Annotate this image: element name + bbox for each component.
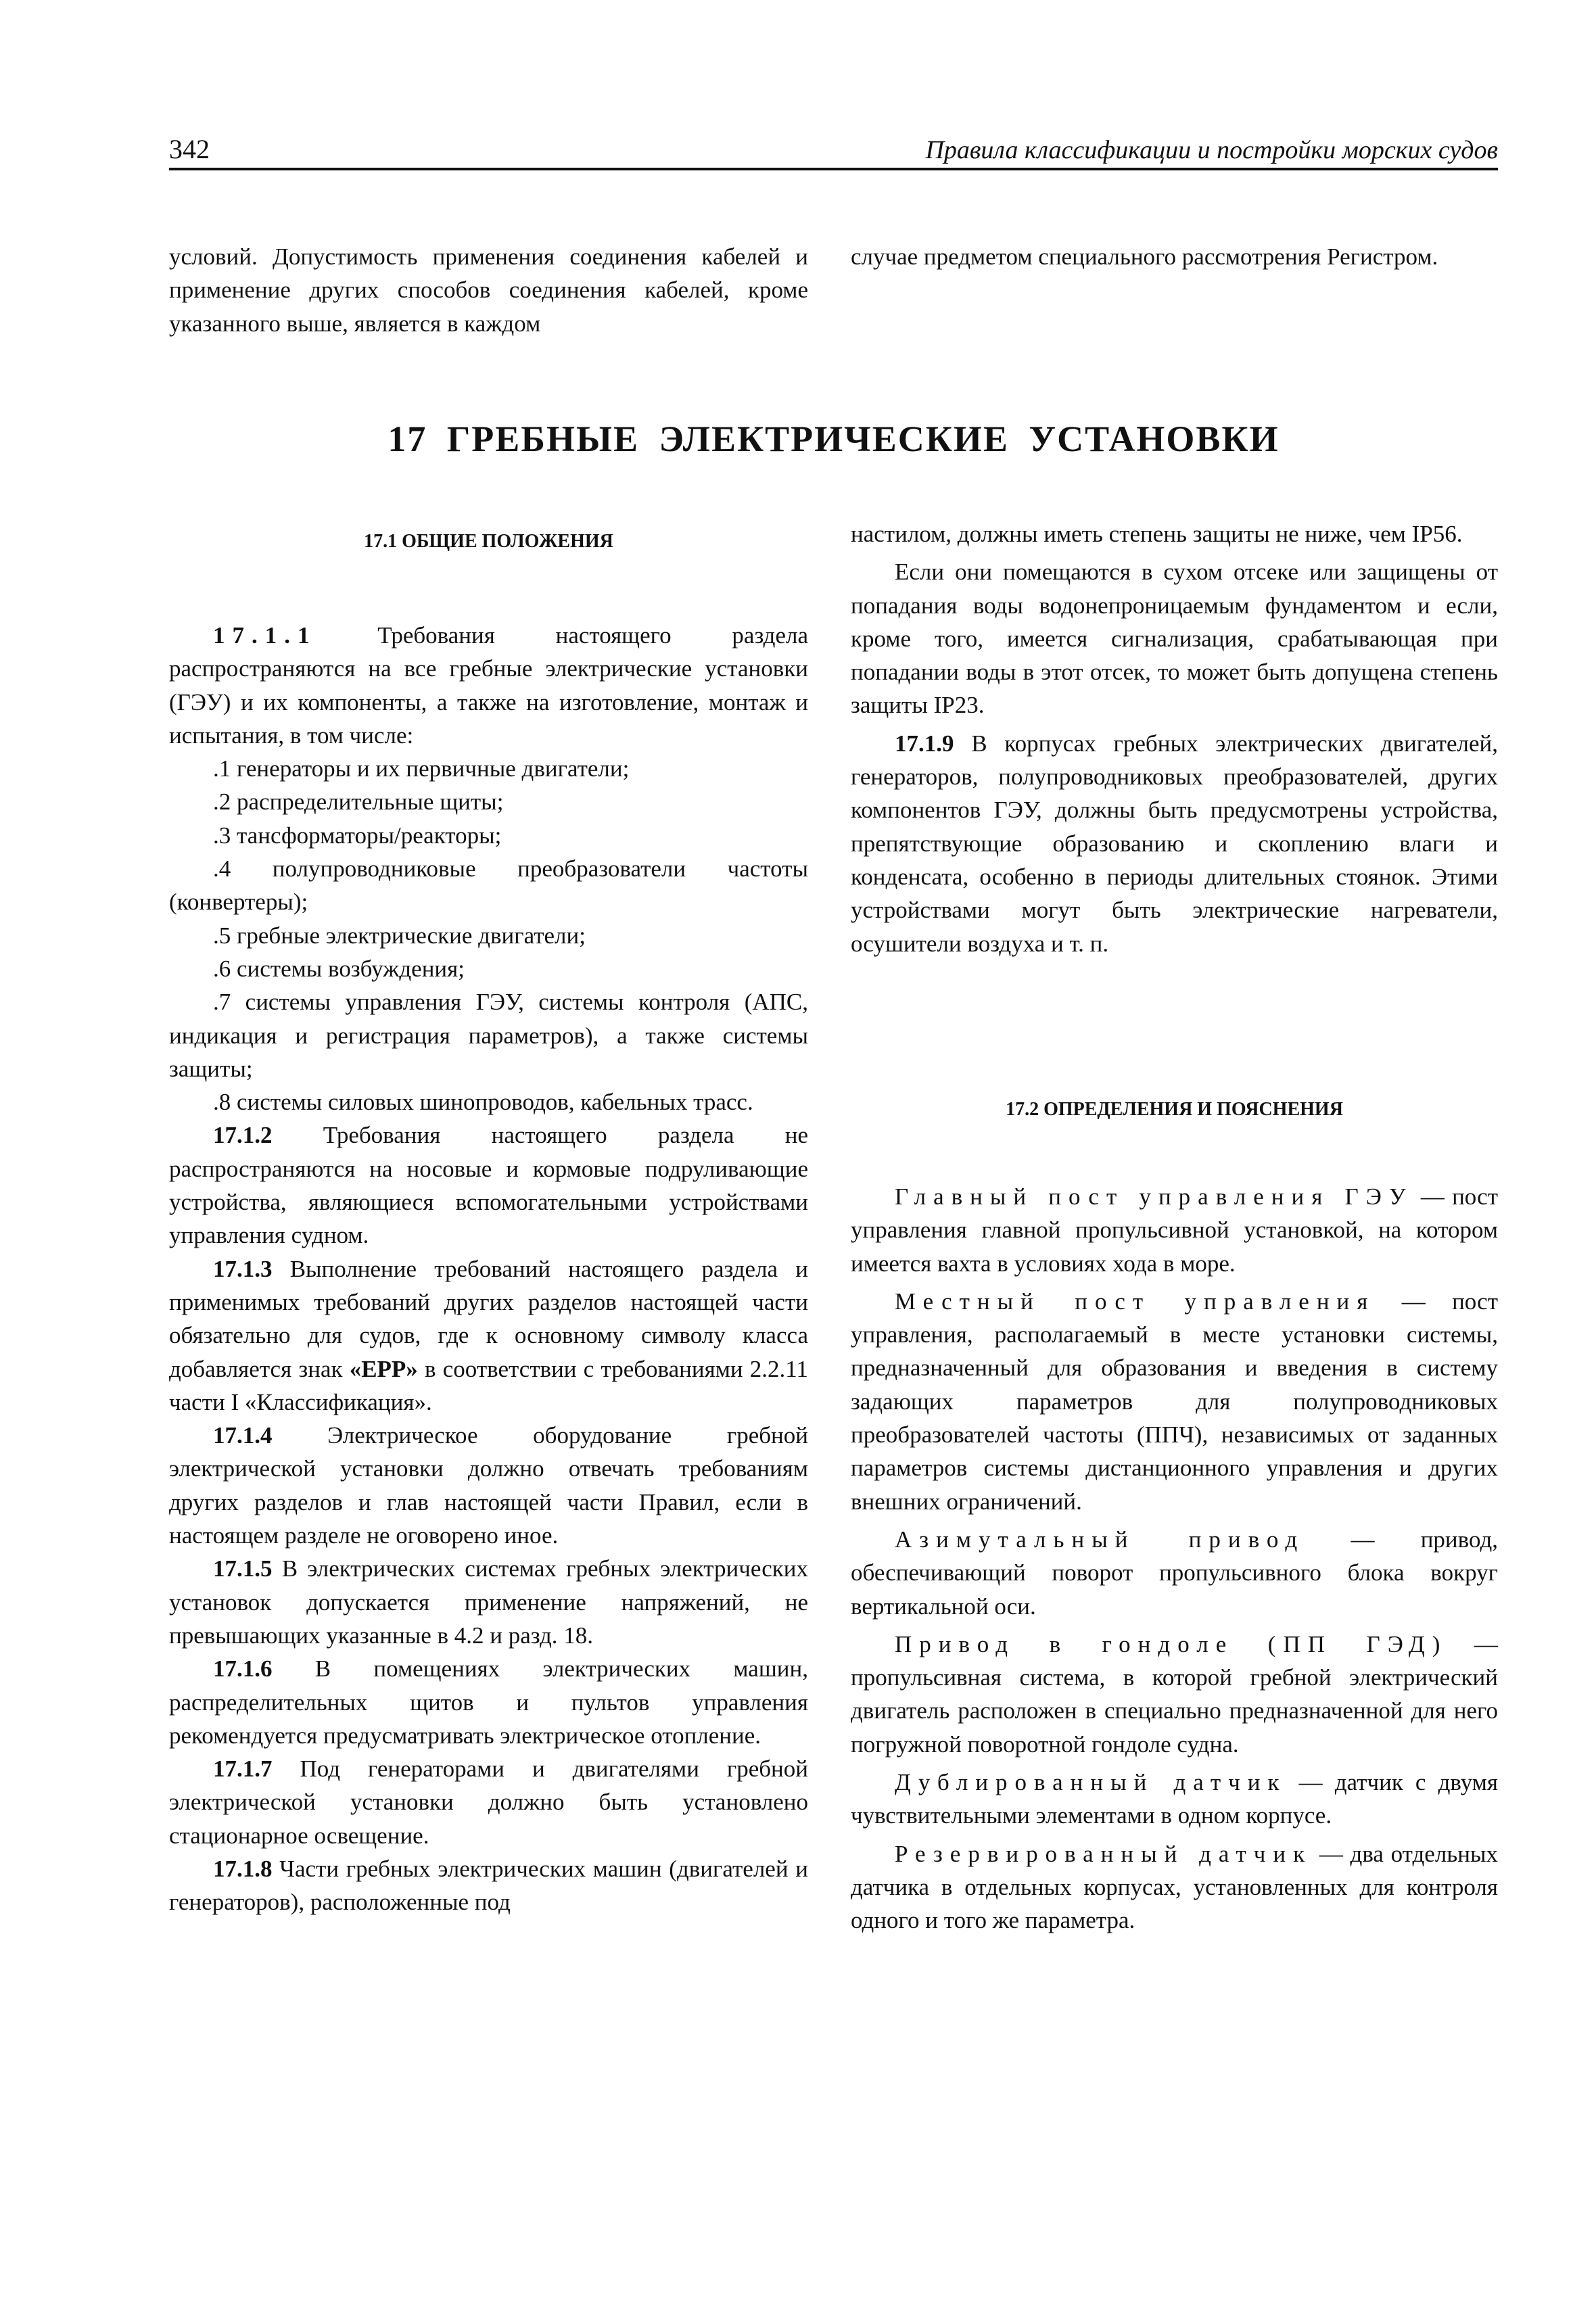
definition-text: пропульсивная система, в которой гребной электрический двигатель расположен в специально предназначенной для него погружной поворотной гондоле судна. — [851, 1664, 1498, 1758]
definition-text: пост управления, располагаемый в месте установки системы, предназначенный для образования и введения в систему задающих параметров для полупроводниковых преобразователей частоты (ППЧ), независимых от заданных параметров системы дистанционного управления и других внешних ограничений. — [851, 1288, 1498, 1515]
clause-text: Требования настоящего раздела распространяются на все гребные электрические установки (ГЭУ) и их компоненты, а также на изготовление, монтаж и испытания, в том числе: — [169, 622, 808, 749]
clause-text: Электрическое оборудование гребной электрической установки должно отвечать требованиям других разделов и глав настоящей части Правил, если в настоящем разделе не оговорено иное. — [169, 1422, 808, 1549]
list-item: .6 системы возбуждения; — [213, 955, 465, 982]
definition-dash: — — [1447, 1630, 1499, 1657]
clause-number: 17.1.2 — [213, 1122, 273, 1149]
paragraph-17-1-7 — [169, 1752, 808, 1852]
clause-number: 17.1.8 — [213, 1855, 273, 1882]
definition-item — [851, 1180, 1498, 1280]
clause-text: Требования настоящего раздела не распространяются на носовые и кормовые подруливающие устройства, являющиеся вспомогательными устройствами управления судном. — [169, 1122, 809, 1249]
definition-term: Дублированный датчик — [895, 1769, 1287, 1796]
intro-right — [851, 240, 1498, 273]
clause-number: 17.1.5 — [213, 1555, 273, 1582]
paragraph-17-1-5 — [169, 1552, 808, 1652]
clause-text: В электрических системах гребных электрических установок допускается применение напряжений, не превышающих указанные в 4.2 и разд. 18. — [169, 1555, 808, 1649]
paragraph-dry-compartment: Если они помещаются в сухом отсеке или защищены от попадания воды водонепроницаемым фундаментом и если, кроме того, имеется сигнализация, срабатывающая при попадании воды в этот отсек, то может быть допущена степень защиты IP23. — [851, 559, 1498, 719]
definition-dash: — — [1413, 1183, 1453, 1210]
definition-item — [851, 1523, 1498, 1623]
definition-item — [851, 1837, 1498, 1937]
section-17-2-title: 17.2 ОПРЕДЕЛЕНИЯ И ПОЯСНЕНИЯ — [1006, 1099, 1343, 1120]
clause-number: 17.1.3 — [213, 1255, 273, 1282]
clause-text: Под генераторами и двигателями гребной электрической установки должно быть установлено стационарное освещение. — [169, 1756, 809, 1849]
clause-text: В корпусах гребных электрических двигателей, генераторов, полупроводниковых преобразователей, других компонентов ГЭУ, должны быть предусмотрены устройства, препятствующие образованию и скоплению влаги и конденсата, особенно в периоды длительных стоянок. Этими устройствами могут быть электрические нагреватели, осушители воздуха и т. п. — [851, 730, 1498, 957]
clause-text: в соответствии с требованиями 2.2.11 части I «Классификация». — [169, 1355, 809, 1415]
list-item: .1 генераторы и их первичные двигатели; — [213, 755, 630, 782]
list-item: .4 полупроводниковые преобразователи частоты (конвертеры); — [169, 855, 808, 916]
intro-left-text: условий. Допустимость применения соединения кабелей и применение других способов соединения кабелей, кроме указанного выше, является в каждом — [169, 243, 808, 337]
running-header — [169, 128, 1498, 170]
list-item: .7 системы управления ГЭУ, системы контроля (АПС, индикация и регистрация параметров), а также системы защиты; — [169, 989, 808, 1082]
left-column — [169, 619, 808, 1919]
clause-number: 17.1.4 — [213, 1422, 273, 1449]
list-item: .3 тансформаторы/реакторы; — [213, 822, 502, 849]
definition-text: датчик с двумя чувствительными элементами в одном корпусе. — [851, 1769, 1498, 1829]
definition-term: Привод в гондоле (ПП ГЭД) — [895, 1630, 1448, 1657]
paragraph-17-1-3 — [169, 1252, 808, 1419]
clause-text: Части гребных электрических машин (двигателей и генераторов), расположенные под — [169, 1855, 808, 1916]
definition-item — [851, 1285, 1498, 1518]
definition-text: привод, обеспечивающий поворот пропульсивного блока вокруг вертикальной оси. — [851, 1526, 1498, 1620]
definition-term: Главный пост управления ГЭУ — [895, 1183, 1413, 1210]
definition-text: пост управления главной пропульсивной установкой, на котором имеется вахта в условиях хода в море. — [851, 1183, 1498, 1277]
intro-left — [169, 240, 808, 340]
paragraph-17-1-4 — [169, 1419, 808, 1552]
definition-dash: — — [1312, 1840, 1351, 1867]
definition-dash: — — [1305, 1526, 1421, 1553]
definitions-list — [851, 1180, 1498, 1937]
paragraph-17-1-6 — [169, 1652, 808, 1752]
clause-text: В помещениях электрических машин, распределительных щитов и пультов управления рекомендуется предусматривать электрическое отопление. — [169, 1655, 808, 1749]
definition-term: Местный пост управления — [895, 1288, 1376, 1315]
page-number: 342 — [169, 134, 210, 164]
definition-dash: — — [1375, 1288, 1453, 1315]
clause-number: 17.1.9 — [895, 730, 954, 757]
clause-number: 17.1.6 — [213, 1655, 273, 1682]
intro-right-text: случае предметом специального рассмотрения Регистром. — [851, 243, 1438, 270]
paragraph-17-1-1 — [169, 619, 808, 752]
definition-dash: — — [1286, 1769, 1335, 1796]
definition-term: Резервированный датчик — [895, 1840, 1313, 1867]
clause-number: 17.1.7 — [213, 1756, 273, 1783]
right-column-top — [851, 517, 1498, 960]
definition-term: Азимутальный привод — [895, 1526, 1305, 1553]
section-17-1-title: 17.1 ОБЩИЕ ПОЛОЖЕНИЯ — [364, 531, 613, 552]
paragraph-17-1-8 — [169, 1852, 808, 1919]
definition-item — [851, 1766, 1498, 1833]
clause-number: 17.1.1 — [213, 622, 317, 649]
paragraph-17-1-9 — [851, 727, 1498, 960]
book-title: Правила классификации и постройки морских судов — [925, 136, 1498, 164]
list-item: .8 системы силовых шинопроводов, кабельных трасс. — [213, 1089, 753, 1116]
list-item: .5 гребные электрические двигатели; — [213, 922, 586, 949]
paragraph-17-1-8-continued: настилом, должны иметь степень защиты не ниже, чем IP56. — [851, 521, 1463, 547]
paragraph-17-1-2 — [169, 1118, 808, 1252]
definition-item — [851, 1628, 1498, 1761]
list-item: .2 распределительные щиты; — [213, 788, 504, 816]
class-mark: «EPP» — [349, 1355, 418, 1382]
chapter-title: 17 ГРЕБНЫЕ ЭЛЕКТРИЧЕСКИЕ УСТАНОВКИ — [388, 419, 1280, 459]
definition-text: два отдельных датчика в отдельных корпусах, установленных для контроля одного и того же параметра. — [851, 1840, 1499, 1934]
clause-text: Выполнение требований настоящего раздела и применимых требований других разделов настоящей части обязательно для судов, где к основному символу класса добавляется знак — [169, 1255, 808, 1382]
